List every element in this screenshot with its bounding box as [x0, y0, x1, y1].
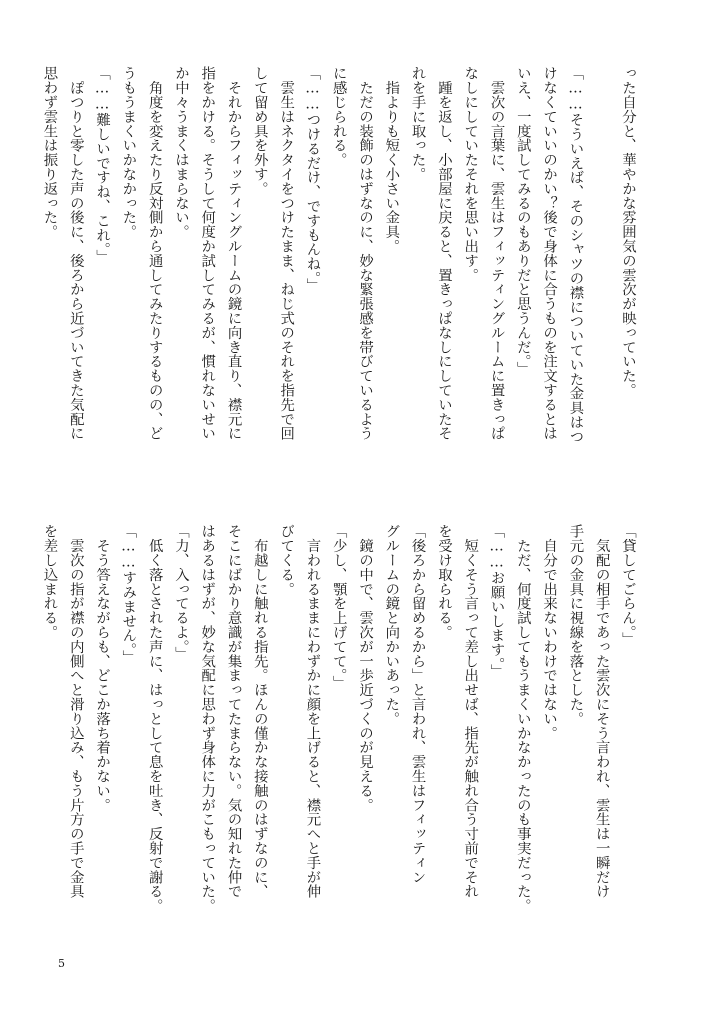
text-line: びてくる。 — [278, 524, 295, 596]
text-line: 指をかける。そうして何度か試してみるが、慣れないせい — [199, 66, 216, 441]
text-line: グルームの鏡と向かいあった。 — [383, 524, 400, 726]
text-line: 雲次の言葉に、雲生はフィッティングルームに置きっぱ — [488, 66, 505, 441]
text-line: して留め具を外す。 — [251, 66, 268, 196]
text-line: 「……難しいですね、これ。」 — [94, 66, 111, 264]
text-line: 鏡の中で、雲次が一歩近づくのが見える。 — [357, 524, 374, 812]
upper-text-block — [30, 66, 635, 498]
text-line: うもうまくいかなかった。 — [120, 66, 137, 239]
text-line: そこにばかり意識が集まってたまらない。気の知れた仲で — [225, 524, 242, 899]
text-line: 短くそう言って差し出せば、指先が触れ合う寸前でそれ — [462, 524, 479, 899]
text-line: なしにしていたそれを思い出す。 — [462, 66, 479, 282]
text-line: 「……つけるだけ、ですもんね。」 — [304, 66, 321, 293]
text-line: 低く落とされた声に、はっとして息を吐き、反射で謝る。 — [146, 524, 163, 913]
text-line: 自分で出来ないわけではない。 — [541, 524, 558, 740]
text-line: を受け取られる。 — [435, 524, 452, 640]
text-line: 「少し、顎を上げてて。」 — [330, 524, 347, 690]
text-line: 思わず雲生は振り返った。 — [41, 66, 58, 239]
text-line: 「……すみません。」 — [120, 524, 137, 664]
text-line: れを手に取った。 — [409, 66, 426, 182]
text-line: 「力、入ってるよ。」 — [172, 524, 189, 661]
text-line: 雲次の指が襟の内側へと滑り込み、もう片方の手で金具 — [67, 524, 84, 899]
text-line: に感じられる。 — [330, 66, 347, 167]
text-line: 気配の相手であった雲次にそう言われ、雲生は一瞬だけ — [593, 524, 610, 899]
text-line: 手元の金具に視線を落とした。 — [567, 524, 584, 726]
page-number: 5 — [58, 957, 65, 970]
text-line: 布越しに触れる指先。ほんの僅かな接触のはずなのに、 — [251, 524, 268, 899]
text-line: そう答えながらも、どこか落ち着かない。 — [94, 524, 111, 812]
text-line: 「貸してごらん。」 — [620, 524, 636, 647]
text-line: 指よりも短く小さい金具。 — [383, 66, 400, 254]
text-line: いえ、一度試してみるのもありだと思うんだ。」 — [514, 66, 531, 376]
text-line: 角度を変えたり反対側から通してみたりするものの、ど — [146, 66, 163, 441]
text-line: 「……そういえば、そのシャツの襟についていた金具はつ — [567, 66, 584, 444]
text-line: ただの装飾のはずなのに、妙な緊張感を帯びているよう — [357, 66, 374, 441]
text-line: それからフィッティングルームの鏡に向き直り、襟元に — [225, 66, 242, 441]
lower-text-block — [30, 524, 635, 956]
text-line: 「後ろから留めるから」と言われ、雲生はフィッティン — [409, 524, 426, 884]
text-line: 踵を返し、小部屋に戻ると、置きっぱなしにしていたそ — [435, 66, 452, 441]
text-line: 雲生はネクタイをつけたまま、ねじ式のそれを指先で回 — [278, 66, 295, 441]
text-line: けなくていいのかい？後で身体に合うものを注文するとは — [541, 66, 558, 441]
text-line: はあるはずが、妙な気配に思わず身体に力がこもっていた。 — [199, 524, 216, 913]
text-line — [582, 66, 608, 498]
text-line: ただ、何度試してもうまくいかなかったのも事実だった。 — [514, 524, 531, 913]
text-line: ぽつりと零した声の後に、後ろから近づいてきた気配に — [67, 66, 84, 441]
text-line: 言われるままにわずかに顔を上げると、襟元へと手が伸 — [304, 524, 321, 899]
text-line: か中々うまくはまらない。 — [172, 66, 189, 239]
text-line: った自分と、華やかな雰囲気の雲次が映っていた。 — [620, 66, 636, 398]
text-line: 「……お願いします。」 — [488, 524, 505, 679]
text-line: を差し込まれる。 — [41, 524, 58, 640]
